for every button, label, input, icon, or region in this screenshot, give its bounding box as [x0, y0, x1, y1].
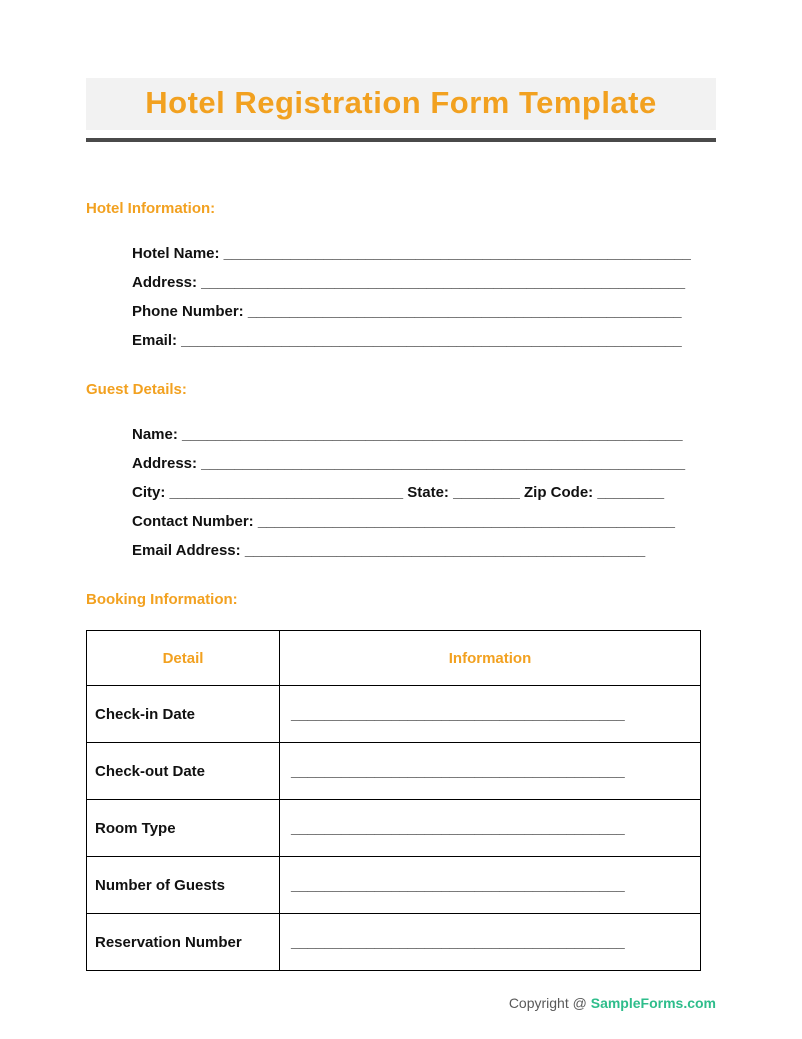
guest-details-heading: Guest Details: [86, 381, 187, 398]
guest-contact-number-field-line: • Contact Number: __________________________________________________ [132, 507, 716, 536]
booking-information-table [86, 630, 701, 971]
checkout-date-value-line: ________________________________________ [280, 743, 701, 800]
table-header-detail: Detail [87, 631, 280, 686]
title-divider [86, 138, 716, 142]
checkin-date-label: Check-in Date [87, 686, 280, 743]
hotel-phone-field-line: • Phone Number: ____________________________________________________ [132, 297, 716, 326]
checkin-date-value-line: ________________________________________ [280, 686, 701, 743]
table-row [87, 743, 701, 800]
table-row [87, 800, 701, 857]
page-title: Hotel Registration Form Template [145, 85, 657, 120]
sampleforms-link[interactable]: SampleForms.com [590, 995, 716, 1011]
booking-information-heading: Booking Information: [86, 591, 238, 608]
table-row [87, 857, 701, 914]
title-band [86, 78, 716, 130]
hotel-information-heading: Hotel Information: [86, 200, 216, 217]
guest-name-field-line: • Name: ____________________________________________________________ [132, 420, 716, 449]
hotel-information-list [86, 239, 716, 355]
copyright-text: Copyright @ [508, 995, 591, 1011]
table-header-information: Information [280, 631, 701, 686]
hotel-address-field-line: • Address: __________________________________________________________ [132, 268, 716, 297]
hotel-name-field-line: • Hotel Name: ________________________________________________________ [132, 239, 716, 268]
table-row [87, 914, 701, 971]
table-row [87, 686, 701, 743]
number-of-guests-value-line: ________________________________________ [280, 857, 701, 914]
guest-city-state-zip-field-line: • City: ____________________________ State: ________ Zip Code: ________ [132, 478, 716, 507]
guest-address-field-line: • Address: __________________________________________________________ [132, 449, 716, 478]
room-type-label: Room Type [87, 800, 280, 857]
number-of-guests-label: Number of Guests [87, 857, 280, 914]
footer [86, 995, 716, 1011]
guest-email-address-field-line: • Email Address: ________________________________________________ [132, 536, 716, 565]
room-type-value-line: ________________________________________ [280, 800, 701, 857]
reservation-number-value-line: ________________________________________ [280, 914, 701, 971]
hotel-email-field-line: • Email: ____________________________________________________________ [132, 326, 716, 355]
reservation-number-label: Reservation Number [87, 914, 280, 971]
checkout-date-label: Check-out Date [87, 743, 280, 800]
guest-details-list [86, 420, 716, 565]
table-header-row [87, 631, 701, 686]
